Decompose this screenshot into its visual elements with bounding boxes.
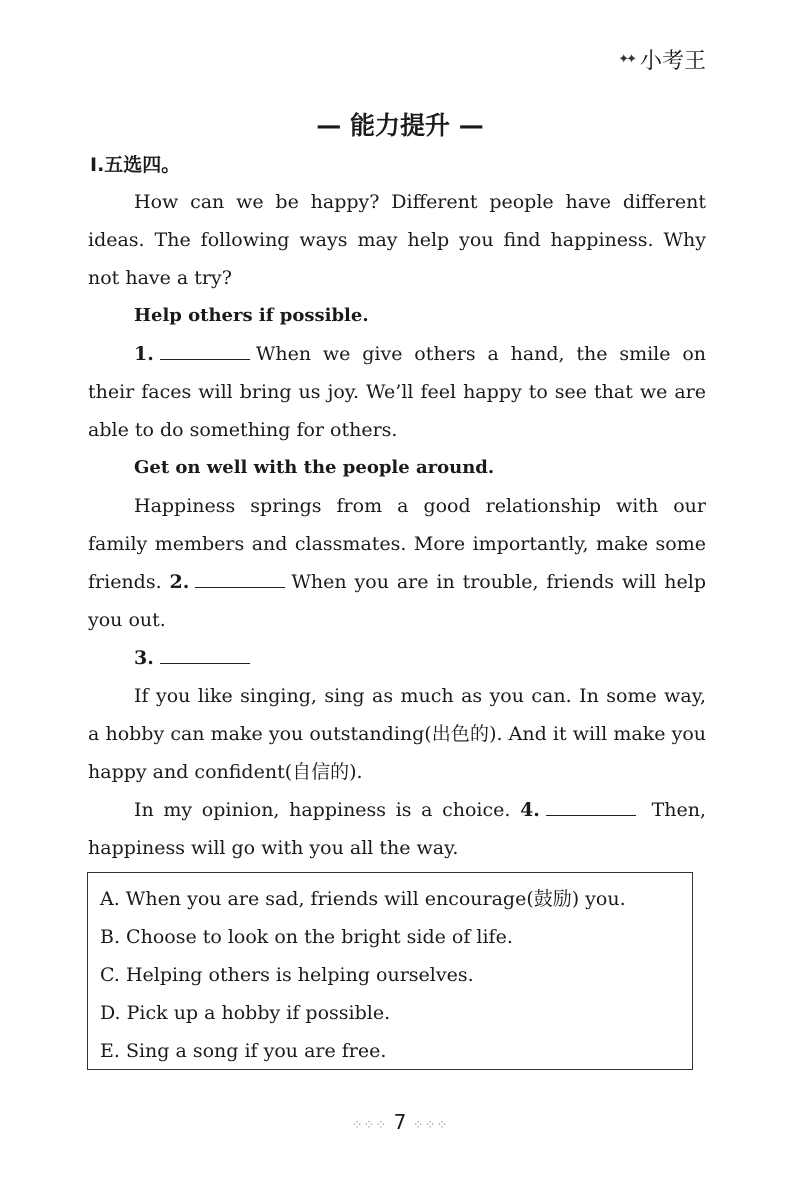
intro-paragraph: How can we be happy? Different people have different ideas. The following ways may help you find happiness. Why not have a try? <box>88 191 706 289</box>
sparkle-icon: ✦✦ <box>618 52 634 67</box>
question-number: 4. <box>520 799 540 821</box>
option-b: B. Choose to look on the bright side of life. <box>100 926 513 948</box>
section-heading: Get on well with the people around. <box>134 457 495 478</box>
option-a: A. When you are sad, friends will encourage(鼓励) you. <box>100 888 626 910</box>
brand-name: 小考王 <box>639 49 706 74</box>
paragraph-text: In my opinion, happiness is a choice. <box>134 799 511 821</box>
paragraph-4 <box>88 791 706 867</box>
paragraph-text: When we give others a hand, the smile on their faces will bring us joy. We’ll feel happy to see that we are able to do something for others. <box>88 343 706 441</box>
dots-icon: ⁘⁘⁘ <box>351 1118 388 1133</box>
paragraph-text: When you are in trouble, friends will help you out. <box>88 571 706 631</box>
paragraph-text: Happiness springs from a good relationship with our family members and classmates. More importantly, make some friends. <box>88 495 706 593</box>
brand-header <box>618 44 706 75</box>
question-number: 2. <box>169 571 190 593</box>
section-title: — 能力提升 — <box>316 111 484 140</box>
options-box <box>87 872 693 1070</box>
answer-blank[interactable] <box>546 793 636 816</box>
option-e: E. Sing a song if you are free. <box>100 1040 387 1062</box>
paragraph-3: If you like singing, sing as much as you can. In some way, a hobby can make you outstanding(出色的). And it will make you happy and confident(自信的). <box>88 685 706 783</box>
answer-blank[interactable] <box>160 641 250 664</box>
paragraph-2 <box>88 487 706 639</box>
answer-blank[interactable] <box>160 337 250 360</box>
paragraph-text: Then, happiness will go with you all the way. <box>88 799 706 859</box>
question-number: 3. <box>134 647 154 669</box>
paragraph-1 <box>88 335 706 449</box>
passage <box>88 183 706 867</box>
part-heading: Ⅰ.五选四。 <box>90 154 181 176</box>
option-c: C. Helping others is helping ourselves. <box>100 964 474 986</box>
option-d: D. Pick up a hobby if possible. <box>100 1002 391 1024</box>
page-footer <box>0 1110 800 1134</box>
dots-icon: ⁘⁘⁘ <box>412 1118 449 1133</box>
page-number: 7 <box>393 1110 407 1134</box>
paragraph-3-blank <box>88 639 706 677</box>
question-number: 1. <box>134 343 154 365</box>
answer-blank[interactable] <box>195 565 285 588</box>
section-heading: Help others if possible. <box>134 305 369 326</box>
